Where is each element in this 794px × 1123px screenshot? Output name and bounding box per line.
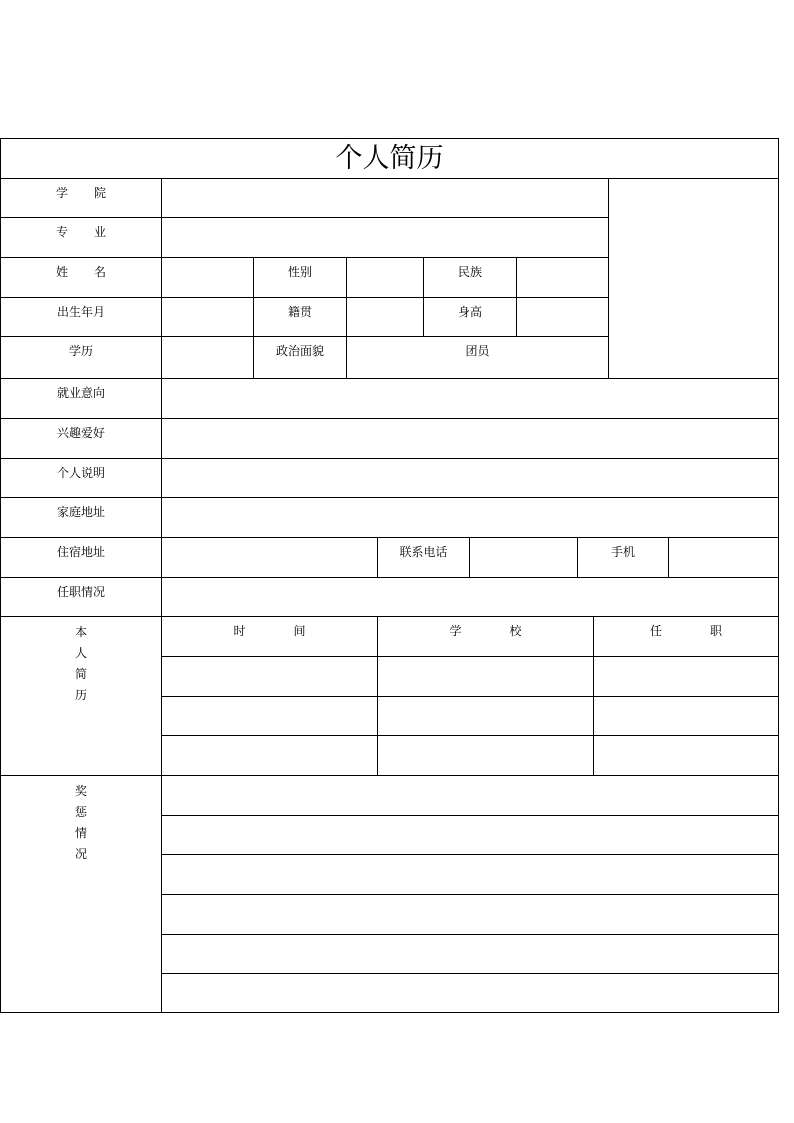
label-job-intention: 就业意向 xyxy=(56,386,105,400)
page-title: 个人简历 xyxy=(335,143,444,174)
awards-row-3[interactable] xyxy=(162,855,778,894)
label-personal-statement: 个人说明 xyxy=(56,466,105,480)
resume-row-2-time[interactable] xyxy=(162,697,377,735)
label-awards-section: 奖 惩 情 况 xyxy=(74,784,87,861)
label-residence-address: 住宿地址 xyxy=(56,545,105,559)
label-birth: 出生年月 xyxy=(56,305,105,319)
height-field[interactable] xyxy=(517,298,608,336)
gender-field[interactable] xyxy=(347,258,423,297)
resume-row-3-school[interactable] xyxy=(378,736,593,775)
positions-field[interactable] xyxy=(162,578,778,616)
awards-row-2[interactable] xyxy=(162,816,778,854)
awards-row-6[interactable] xyxy=(162,974,778,1012)
table-border-bottom xyxy=(0,1012,779,1013)
photo-area[interactable] xyxy=(609,179,778,378)
label-height: 身高 xyxy=(457,305,482,319)
label-contact-phone: 联系电话 xyxy=(399,545,448,559)
resume-row-1-time[interactable] xyxy=(162,657,377,696)
label-name: 姓 名 xyxy=(55,265,107,279)
resume-header-time: 时 间 xyxy=(233,624,306,638)
personal-statement-field[interactable] xyxy=(162,459,778,497)
residence-address-field[interactable] xyxy=(162,538,377,577)
college-field[interactable] xyxy=(162,179,608,217)
label-hobbies: 兴趣爱好 xyxy=(56,426,105,440)
resume-row-3-position[interactable] xyxy=(594,736,778,775)
job-intention-field[interactable] xyxy=(162,379,778,418)
label-ethnicity: 民族 xyxy=(457,265,482,279)
resume-row-3-time[interactable] xyxy=(162,736,377,775)
education-field[interactable] xyxy=(162,337,253,378)
label-mobile: 手机 xyxy=(610,545,635,559)
label-home-address: 家庭地址 xyxy=(56,505,105,519)
resume-header-school: 学 校 xyxy=(449,624,522,638)
label-resume-section: 本 人 简 历 xyxy=(74,625,87,702)
label-political-status: 政治面貌 xyxy=(275,344,324,358)
awards-row-5[interactable] xyxy=(162,935,778,973)
label-major: 专 业 xyxy=(55,225,107,239)
label-native-place: 籍贯 xyxy=(287,305,312,319)
resume-header-position: 任 职 xyxy=(649,624,723,638)
label-positions: 任职情况 xyxy=(56,585,105,599)
name-field[interactable] xyxy=(162,258,253,297)
birth-field[interactable] xyxy=(162,298,253,336)
label-college: 学 院 xyxy=(55,186,107,200)
home-address-field[interactable] xyxy=(162,498,778,537)
resume-row-2-school[interactable] xyxy=(378,697,593,735)
contact-phone-field[interactable] xyxy=(470,538,577,577)
table-border-right xyxy=(778,138,779,1013)
resume-row-2-position[interactable] xyxy=(594,697,778,735)
political-status-value[interactable]: 团员 xyxy=(465,344,490,358)
major-field[interactable] xyxy=(162,218,608,257)
ethnicity-field[interactable] xyxy=(517,258,608,297)
label-gender: 性别 xyxy=(287,265,312,279)
label-education: 学历 xyxy=(68,344,93,358)
awards-row-4[interactable] xyxy=(162,895,778,934)
resume-row-1-position[interactable] xyxy=(594,657,778,696)
native-place-field[interactable] xyxy=(347,298,423,336)
awards-row-1[interactable] xyxy=(162,776,778,815)
hobbies-field[interactable] xyxy=(162,419,778,458)
resume-row-1-school[interactable] xyxy=(378,657,593,696)
table-border-top xyxy=(0,138,779,139)
mobile-field[interactable] xyxy=(669,538,778,577)
